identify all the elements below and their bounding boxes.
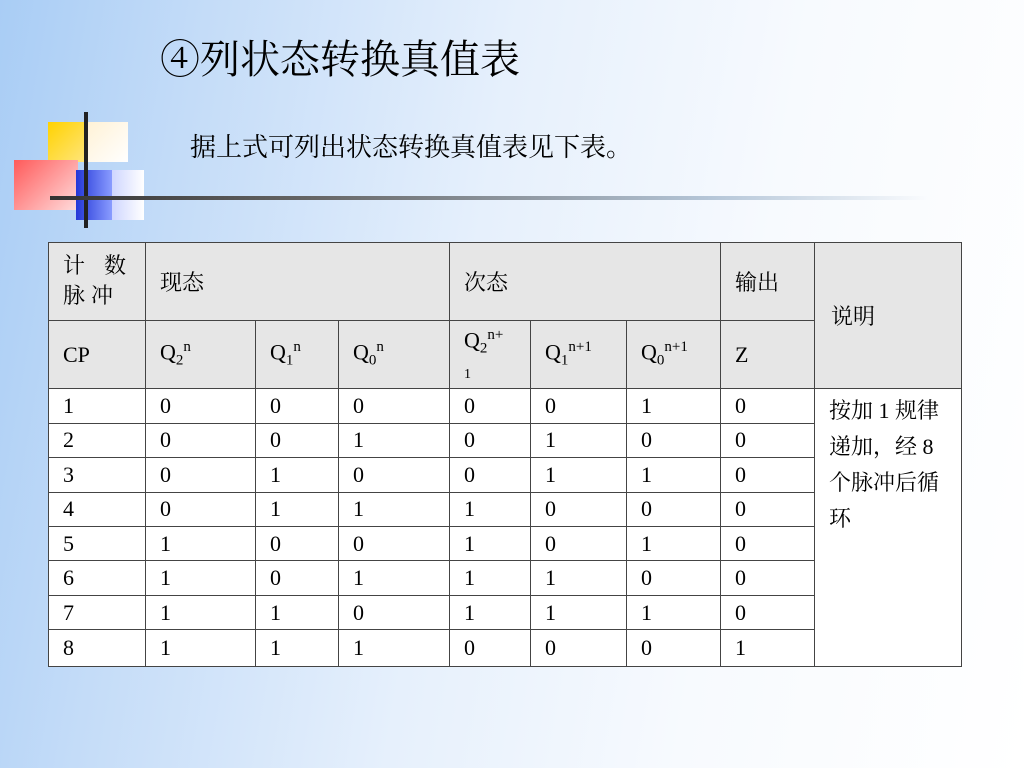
cell-q1n: 0 bbox=[256, 389, 339, 423]
header-z: Z bbox=[721, 321, 815, 389]
cell-q2n: 0 bbox=[146, 492, 256, 526]
cell-q0n1: 0 bbox=[627, 492, 721, 526]
cell-q2n1: 1 bbox=[450, 527, 531, 561]
cell-q2n: 0 bbox=[146, 423, 256, 457]
cell-q0n: 0 bbox=[339, 595, 450, 629]
cell-q1n1: 1 bbox=[531, 561, 627, 595]
cell-q2n1: 0 bbox=[450, 630, 531, 667]
state-transition-table bbox=[48, 242, 962, 667]
logo-peach-square bbox=[88, 122, 128, 162]
note-cell: 按加 1 规律递加，经 8 个脉冲后循环 bbox=[815, 389, 962, 667]
logo-vertical-line bbox=[84, 112, 88, 228]
header-count-pulse: 计 数 脉冲 bbox=[49, 243, 146, 321]
cell-q0n1: 1 bbox=[627, 458, 721, 492]
cell-z: 0 bbox=[721, 389, 815, 423]
cell-q0n1: 0 bbox=[627, 630, 721, 667]
cell-q1n: 0 bbox=[256, 561, 339, 595]
cell-cp: 2 bbox=[49, 423, 146, 457]
header-q2n: $Q_2^n$ bbox=[146, 321, 256, 389]
cell-z: 0 bbox=[721, 458, 815, 492]
cell-q1n1: 0 bbox=[531, 527, 627, 561]
logo-blue-square bbox=[76, 170, 112, 220]
header-cp: CP bbox=[49, 321, 146, 389]
logo-white-square bbox=[112, 170, 144, 220]
header-row-1 bbox=[49, 243, 962, 321]
cell-q2n: 1 bbox=[146, 561, 256, 595]
cell-q0n: 0 bbox=[339, 527, 450, 561]
cell-q2n: 1 bbox=[146, 595, 256, 629]
cell-q1n: 0 bbox=[256, 527, 339, 561]
cell-q1n1: 0 bbox=[531, 492, 627, 526]
cell-q2n: 0 bbox=[146, 389, 256, 423]
cell-q0n1: 1 bbox=[627, 389, 721, 423]
cell-cp: 6 bbox=[49, 561, 146, 595]
cell-q1n: 1 bbox=[256, 492, 339, 526]
cell-q2n1: 0 bbox=[450, 423, 531, 457]
slide-title: ④列状态转换真值表 bbox=[160, 37, 520, 83]
cell-q0n1: 1 bbox=[627, 595, 721, 629]
cell-cp: 7 bbox=[49, 595, 146, 629]
header-q0n: $Q_0^n$ bbox=[339, 321, 450, 389]
cell-q1n: 1 bbox=[256, 458, 339, 492]
cell-q2n: 0 bbox=[146, 458, 256, 492]
cell-q0n: 1 bbox=[339, 630, 450, 667]
cell-q2n1: 1 bbox=[450, 492, 531, 526]
cell-q1n: 0 bbox=[256, 423, 339, 457]
cell-cp: 4 bbox=[49, 492, 146, 526]
cell-q0n: 0 bbox=[339, 458, 450, 492]
cell-cp: 3 bbox=[49, 458, 146, 492]
cell-q1n1: 0 bbox=[531, 389, 627, 423]
header-q1n1: $Q_1^{n+1}$ bbox=[531, 321, 627, 389]
cell-q1n1: 1 bbox=[531, 423, 627, 457]
header-q0n1: $Q_0^{n+1}$ bbox=[627, 321, 721, 389]
intro-text: 据上式可列出状态转换真值表见下表。 bbox=[190, 133, 633, 163]
cell-q2n1: 1 bbox=[450, 595, 531, 629]
header-q2n1: $Q_2^{n+}$ 1 bbox=[450, 321, 531, 389]
cell-q0n: 0 bbox=[339, 389, 450, 423]
cell-q0n1: 1 bbox=[627, 527, 721, 561]
horizontal-rule bbox=[50, 196, 930, 200]
cell-q1n1: 1 bbox=[531, 595, 627, 629]
cell-q2n1: 1 bbox=[450, 561, 531, 595]
cell-z: 0 bbox=[721, 492, 815, 526]
cell-q2n1: 0 bbox=[450, 458, 531, 492]
cell-z: 0 bbox=[721, 527, 815, 561]
header-q1n: $Q_1^n$ bbox=[256, 321, 339, 389]
header-note: 说明 bbox=[815, 243, 962, 389]
header-present-state: 现态 bbox=[146, 243, 450, 321]
cell-q0n: 1 bbox=[339, 423, 450, 457]
table-row bbox=[49, 389, 962, 423]
cell-q2n1: 0 bbox=[450, 389, 531, 423]
cell-q0n1: 0 bbox=[627, 561, 721, 595]
cell-q2n: 1 bbox=[146, 527, 256, 561]
cell-q0n: 1 bbox=[339, 492, 450, 526]
header-output: 输出 bbox=[721, 243, 815, 321]
cell-q2n: 1 bbox=[146, 630, 256, 667]
cell-cp: 1 bbox=[49, 389, 146, 423]
logo-yellow-square bbox=[48, 122, 88, 162]
cell-z: 0 bbox=[721, 595, 815, 629]
logo-red-square bbox=[14, 160, 78, 210]
cell-cp: 8 bbox=[49, 630, 146, 667]
cell-q1n: 1 bbox=[256, 630, 339, 667]
cell-z: 0 bbox=[721, 423, 815, 457]
cell-cp: 5 bbox=[49, 527, 146, 561]
cell-q1n1: 0 bbox=[531, 630, 627, 667]
header-next-state: 次态 bbox=[450, 243, 721, 321]
cell-q1n: 1 bbox=[256, 595, 339, 629]
cell-z: 1 bbox=[721, 630, 815, 667]
decorative-logo bbox=[0, 0, 160, 240]
cell-q1n1: 1 bbox=[531, 458, 627, 492]
cell-q0n1: 0 bbox=[627, 423, 721, 457]
cell-q0n: 1 bbox=[339, 561, 450, 595]
cell-z: 0 bbox=[721, 561, 815, 595]
